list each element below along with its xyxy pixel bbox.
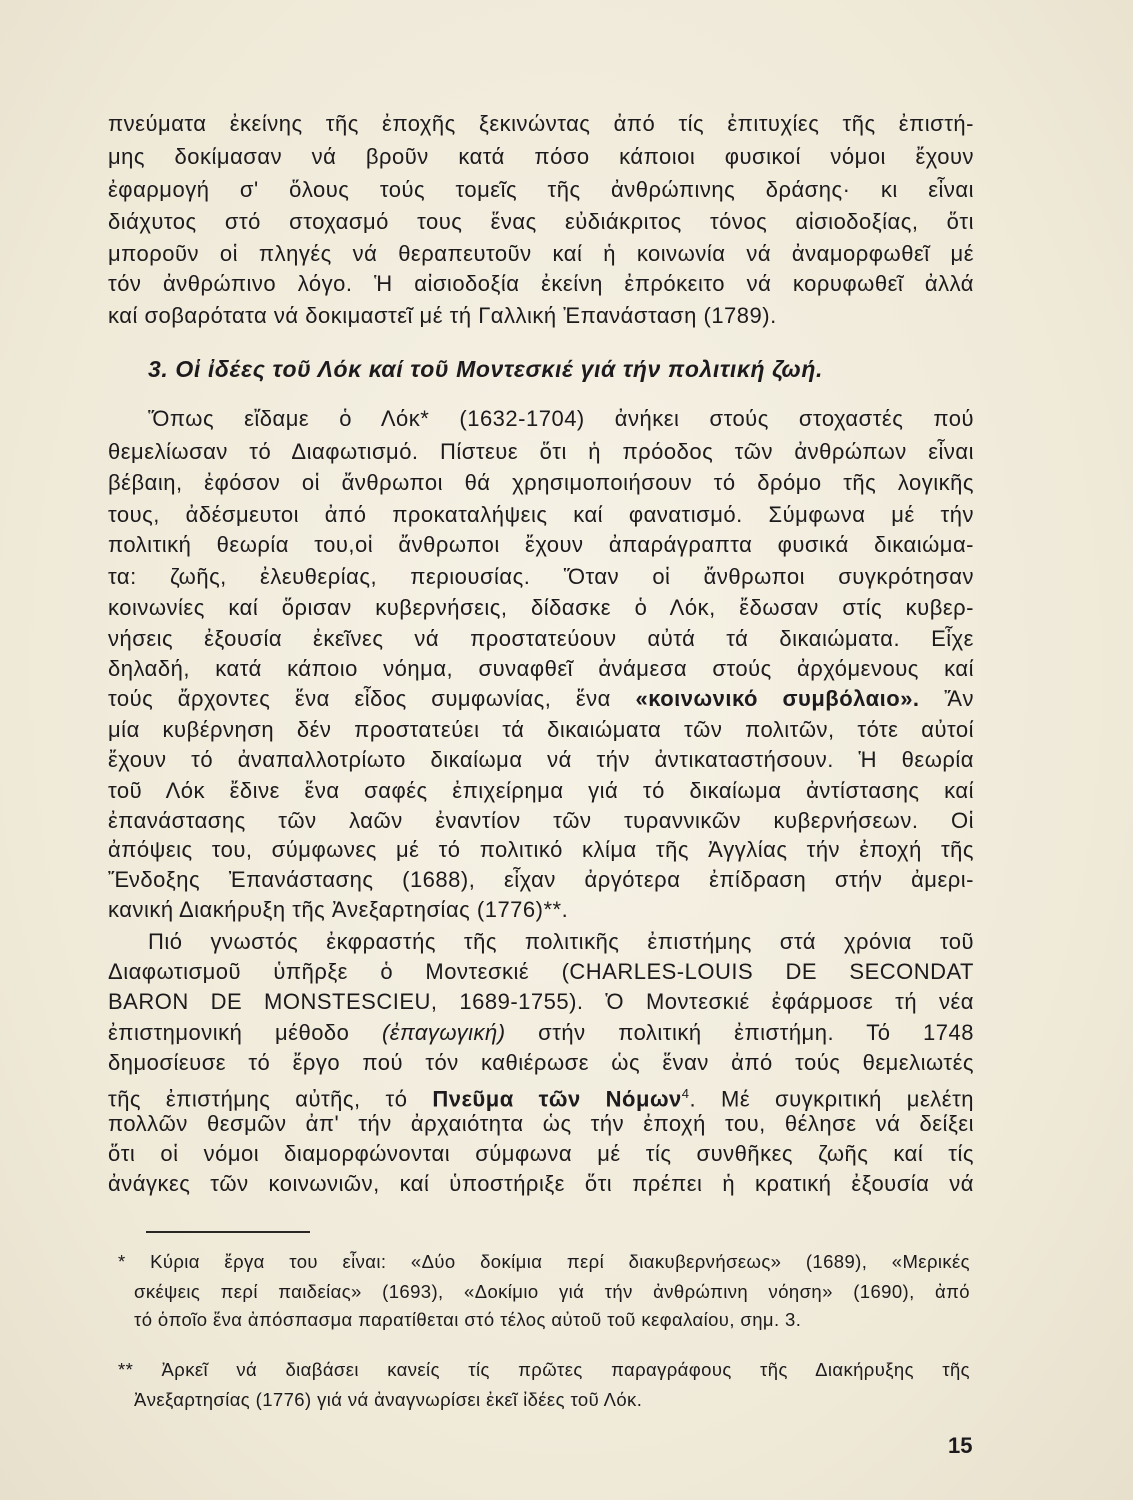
text-span: Ἄν bbox=[919, 686, 974, 711]
text-line: ἐπανάστασης τῶν λαῶν ἐναντίον τῶν τυραννικῶν κυβερνήσεων. Οἱ bbox=[108, 808, 974, 833]
text-line: τόν ἀνθρώπινο λόγο. Ἡ αἰσιοδοξία ἐκείνη ἐπρόκειτο νά κορυφωθεῖ ἀλλά bbox=[108, 271, 974, 296]
text-line: Ἔνδοξης Ἐπανάστασης (1688), εἶχαν ἀργότερα ἐπίδραση στήν ἀμερι- bbox=[108, 867, 974, 892]
text-line: ἀνάγκες τῶν κοινωνιῶν, καί ὑποστήριξε ὅτι πρέπει ἡ κρατική ἐξουσία νά bbox=[108, 1171, 974, 1196]
text-line: θεμελίωσαν τό Διαφωτισμό. Πίστευε ὅτι ἡ πρόοδος τῶν ἀνθρώπων εἶναι bbox=[108, 439, 974, 464]
section-heading: 3. Οἱ ἰδέες τοῦ Λόκ καί τοῦ Μοντεσκιέ γιά τήν πολιτική ζωή. bbox=[148, 356, 823, 382]
text-line: κοινωνίες καί ὅρισαν κυβερνήσεις, δίδασκε ὁ Λόκ, ἔδωσαν στίς κυβερ- bbox=[108, 595, 974, 620]
footnote-ref: 4 bbox=[681, 1086, 690, 1101]
text-line bbox=[108, 1019, 974, 1046]
text-span: τῆς ἐπιστήμης αὐτῆς, τό bbox=[108, 1086, 433, 1112]
text-line: ἔχουν τό ἀναπαλλοτρίωτο δικαίωμα νά τήν ἀντικαταστήσουν. Ἡ θεωρία bbox=[108, 747, 974, 772]
text-line: δηλαδή, κατά κάποιο νόημα, συναφθεῖ ἀνάμεσα στούς ἀρχόμενους καί bbox=[108, 656, 974, 681]
text-line: βέβαιη, ἐφόσον οἱ ἄνθρωποι θά χρησιμοποιήσουν τό δρόμο τῆς λογικῆς bbox=[108, 470, 974, 495]
text-line: Πιό γνωστός ἐκφραστής τῆς πολιτικῆς ἐπιστήμης στά χρόνια τοῦ bbox=[148, 929, 974, 954]
text-line bbox=[108, 685, 974, 712]
italic-term: (ἐπαγωγική) bbox=[381, 1020, 506, 1045]
text-line: ἐφαρμογή σ' ὅλους τούς τομεῖς τῆς ἀνθρώπινης δράσης· κι εἶναι bbox=[108, 177, 974, 202]
footnote-line: σκέψεις περί παιδείας» (1693), «Δοκίμιο γιά τήν ἀνθρώπινη νόηση» (1690), ἀπό bbox=[134, 1281, 970, 1302]
text-line: μης δοκίμασαν νά βροῦν κατά πόσο κάποιοι φυσικοί νόμοι ἔχουν bbox=[108, 144, 974, 169]
text-line: διάχυτος στό στοχασμό τους ἕνας εὐδιάκριτος τόνος αἰσιοδοξίας, ὅτι bbox=[108, 209, 974, 234]
text-span: ἐπιστημονική μέθοδο bbox=[108, 1020, 382, 1045]
text-line: καί σοβαρότατα νά δοκιμαστεῖ μέ τή Γαλλική Ἐπανάσταση (1789). bbox=[108, 303, 777, 328]
text-line: Ὅπως εἴδαμε ὁ Λόκ* (1632-1704) ἀνήκει στούς στοχαστές πού bbox=[148, 406, 974, 431]
text-line bbox=[108, 1080, 974, 1112]
text-line: πνεύματα ἐκείνης τῆς ἐποχῆς ξεκινώντας ἀπό τίς ἐπιτυχίες τῆς ἐπιστή- bbox=[108, 111, 974, 136]
text-line: Διαφωτισμοῦ ὑπῆρξε ὁ Μοντεσκιέ (CHARLES-LOUIS DE SECONDAT bbox=[108, 959, 974, 984]
text-line: κανική Διακήρυξη τῆς Ἀνεξαρτησίας (1776)**. bbox=[108, 897, 569, 922]
text-line: ἀπόψεις του, σύμφωνες μέ τό πολιτικό κλίμα τῆς Ἀγγλίας τήν ἐποχή τῆς bbox=[108, 837, 974, 862]
text-line: πολιτική θεωρία του,οἱ ἄνθρωποι ἔχουν ἀπαράγραπτα φυσικά δικαιώμα- bbox=[108, 532, 974, 557]
bold-book-title: Πνεῦμα τῶν Νόμων bbox=[432, 1086, 682, 1112]
footnote-line: ** Ἀρκεῖ νά διαβάσει κανείς τίς πρῶτες παραγράφους τῆς Διακήρυξης τῆς bbox=[118, 1359, 970, 1380]
text-line: μποροῦν οἱ πληγές νά θεραπευτοῦν καί ἡ κοινωνία νά ἀναμορφωθεῖ μέ bbox=[108, 241, 974, 266]
text-span: . Μέ συγκριτική μελέτη bbox=[689, 1086, 975, 1112]
text-line: μία κυβέρνηση δέν προστατεύει τά δικαιώματα τῶν πολιτῶν, τότε αὐτοί bbox=[108, 717, 974, 742]
text-line: BARON DE MONSTESCIEU, 1689-1755). Ὁ Μοντεσκιέ ἐφάρμοσε τή νέα bbox=[108, 989, 974, 1014]
page-number: 15 bbox=[948, 1433, 973, 1458]
footnote-line: * Κύρια ἔργα του εἶναι: «Δύο δοκίμια περί διακυβερνήσεως» (1689), «Μερικές bbox=[118, 1251, 970, 1272]
text-line: δημοσίευσε τό ἔργο πού τόν καθιέρωσε ὡς ἕναν ἀπό τούς θεμελιωτές bbox=[108, 1050, 974, 1075]
footnote-line: Ἀνεξαρτησίας (1776) γιά νά ἀναγνωρίσει ἐκεῖ ἰδέες τοῦ Λόκ. bbox=[134, 1389, 643, 1410]
text-line: τοῦ Λόκ ἔδινε ἕνα σαφές ἐπιχείρημα γιά τό δικαίωμα ἀντίστασης καί bbox=[108, 778, 974, 803]
text-line: νήσεις ἐξουσία ἐκεῖνες νά προστατεύουν αὐτά τά δικαιώματα. Εἶχε bbox=[108, 626, 974, 651]
footnote-divider bbox=[146, 1231, 310, 1233]
text-span: στήν πολιτική ἐπιστήμη. Τό 1748 bbox=[505, 1020, 974, 1045]
text-line: τα: ζωῆς, ἐλευθερίας, περιουσίας. Ὅταν οἱ ἄνθρωποι συγκρότησαν bbox=[108, 564, 974, 589]
text-line: ὅτι οἱ νόμοι διαμορφώνονται σύμφωνα μέ τίς συνθῆκες ζωῆς καί τίς bbox=[108, 1141, 974, 1166]
text-span: τούς ἄρχοντες ἕνα εἶδος συμφωνίας, ἕνα bbox=[108, 686, 636, 711]
text-line: τους, ἀδέσμευτοι ἀπό προκαταλήψεις καί φανατισμό. Σύμφωνα μέ τήν bbox=[108, 502, 974, 527]
bold-term-social-contract: «κοινωνικό συμβόλαιο». bbox=[635, 686, 920, 711]
text-line: πολλῶν θεσμῶν ἀπ' τήν ἀρχαιότητα ὡς τήν ἐποχή του, θέλησε νά δείξει bbox=[108, 1111, 974, 1136]
footnote-line: τό ὁποῖο ἕνα ἀπόσπασμα παρατίθεται στό τέλος αὐτοῦ τοῦ κεφαλαίου, σημ. 3. bbox=[134, 1309, 802, 1330]
